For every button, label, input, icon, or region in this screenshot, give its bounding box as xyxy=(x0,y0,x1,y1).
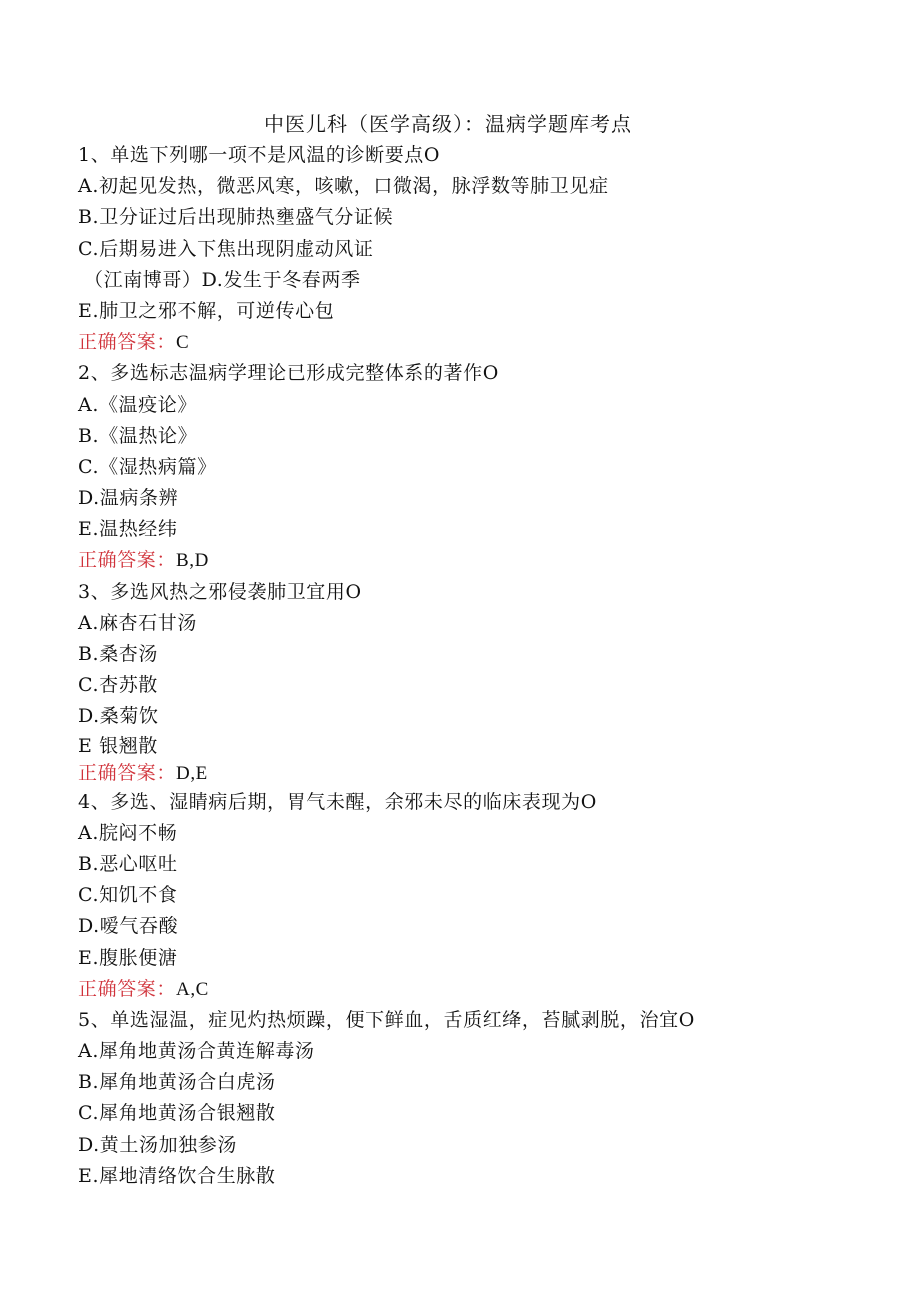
answer-label: 正确答案： xyxy=(78,977,177,1000)
answer-value: C xyxy=(176,332,190,354)
question-3-option-e: E 银翘散 xyxy=(78,734,158,757)
question-4-option-c: C.知饥不食 xyxy=(78,884,178,907)
answer-label: 正确答案： xyxy=(78,761,177,784)
question-2-stem: 2、多选标志温病学理论已形成完整体系的著作O xyxy=(78,362,499,385)
question-5-stem: 5、单选湿温，症见灼热烦躁，便下鲜血，舌质红绛，苔腻剥脱，治宜O xyxy=(78,1008,695,1031)
question-3-option-d: D.桑菊饮 xyxy=(78,705,159,728)
question-1-option-b: B.卫分证过后出现肺热壅盛气分证候 xyxy=(78,206,394,229)
answer-label: 正确答案： xyxy=(78,549,177,572)
question-3-option-b: B.桑杏汤 xyxy=(78,643,159,665)
question-1-option-e: E.肺卫之邪不解，可逆传心包 xyxy=(78,299,335,322)
answer-value: A,C xyxy=(176,978,209,1000)
question-5-option-d: D.黄土汤加独参汤 xyxy=(78,1133,237,1156)
question-3-answer xyxy=(78,760,878,787)
question-4-option-b: B.恶心呕吐 xyxy=(78,852,178,875)
page-title: 中医儿科（医学高级）：温病学题库考点 xyxy=(264,112,632,136)
question-4-option-e: E.腹胀便溏 xyxy=(78,946,178,969)
question-1-stem: 1、单选下列哪一项不是风温的诊断要点O xyxy=(78,144,441,166)
question-5-option-a: A.犀角地黄汤合黄连解毒汤 xyxy=(78,1040,315,1063)
question-4-option-d: D.嗳气吞酸 xyxy=(78,915,179,938)
question-2-option-d: D.温病条辨 xyxy=(78,487,179,510)
question-5-option-b: B.犀角地黄汤合白虎汤 xyxy=(78,1071,276,1094)
question-5-option-c: C.犀角地黄汤合银翘散 xyxy=(78,1102,276,1125)
answer-label: 正确答案： xyxy=(78,331,177,354)
question-5-option-e: E.犀地清络饮合生脉散 xyxy=(78,1164,276,1187)
question-1-option-d: （江南博哥）D.发生于冬春两季 xyxy=(84,268,361,291)
question-4-option-a: A.脘闷不畅 xyxy=(78,821,178,844)
answer-value: D,E xyxy=(176,762,208,784)
question-1-option-a: A.初起见发热，微恶风寒，咳嗽，口微渴，脉浮数等肺卫见症 xyxy=(78,175,609,198)
question-2-option-e: E.温热经纬 xyxy=(78,518,178,541)
question-3-option-a: A.麻杏石甘汤 xyxy=(78,611,197,634)
question-2-option-c: C.《湿热病篇》 xyxy=(78,455,217,478)
question-2-answer xyxy=(78,545,878,576)
question-2-option-b: B.《温热论》 xyxy=(78,424,198,447)
answer-value: B,D xyxy=(176,550,209,572)
question-4-answer xyxy=(78,974,878,1005)
question-list xyxy=(78,140,878,1192)
question-3-stem: 3、多选风热之邪侵袭肺卫宜用O xyxy=(78,580,362,603)
question-1-answer xyxy=(78,327,878,358)
question-1-option-c: C.后期易进入下焦出现阴虚动风证 xyxy=(78,237,374,260)
question-2-option-a: A.《温疫论》 xyxy=(78,393,197,416)
question-4-stem: 4、多选、湿睛病后期，胃气未醒，余邪未尽的临床表现为O xyxy=(78,790,597,813)
question-3-option-c: C.杏苏散 xyxy=(78,674,158,697)
